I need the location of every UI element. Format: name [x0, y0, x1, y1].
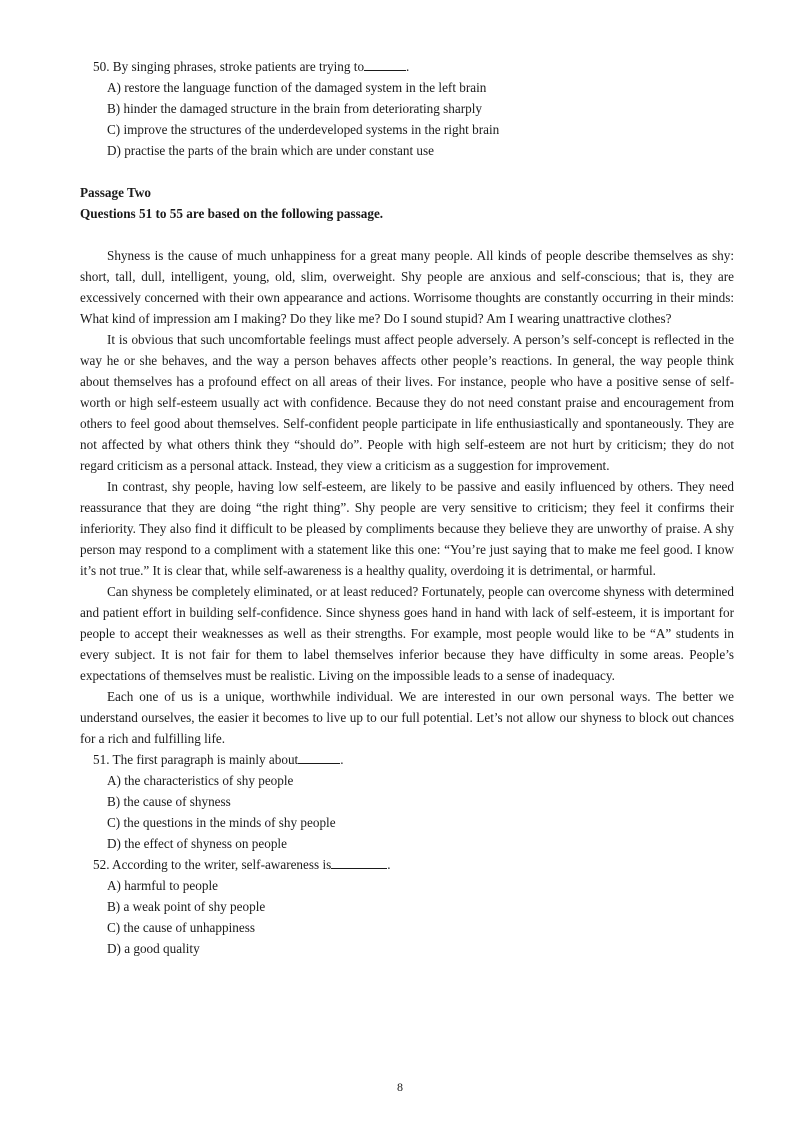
- option-d: D) practise the parts of the brain which are under constant use: [107, 143, 435, 158]
- paragraph-1: Shyness is the cause of much unhappiness for a great many people. All kinds of people describe themselves as shy: short, tall, dull, intelligent, young, old, slim, overweight. Shy people are anxious and self-conscious; that is, they are excessively concerned with their own appearance and actions. Worrisome thoughts are constantly occurring in their minds: What kind of impression am I making? Do they like me? Do I sound stupid? Am I wearing unattractive clothes?: [80, 248, 734, 326]
- passage-body: [80, 245, 734, 749]
- question-stem: 52. According to the writer, self-awareness is .: [93, 857, 391, 872]
- question-52: [80, 854, 734, 959]
- option-b: B) the cause of shyness: [107, 794, 231, 809]
- exam-page: [80, 56, 734, 959]
- page-number: 8: [397, 1080, 403, 1094]
- answer-blank: [298, 751, 340, 764]
- paragraph-2: It is obvious that such uncomfortable feelings must affect people adversely. A person’s self-concept is reflected in the way he or she behaves, and the way a person behaves affects other people’s reactions. In general, the way people think about themselves has a profound effect on all areas of their lives. For instance, people who have a positive sense of self-worth or high self-esteem usually act with confidence. Because they do not need constant praise and encouragement from others to feel good about themselves. Self-confident people participate in life enthusiastically and spontaneously. They are not affected by what others think they “should do”. People with high self-esteem are not hurt by criticism; they do not regard criticism as a personal attack. Instead, they view a criticism as a suggestion for improvement.: [80, 332, 734, 473]
- option-a: A) harmful to people: [107, 878, 218, 893]
- paragraph-3: In contrast, shy people, having low self-esteem, are likely to be passive and easily influenced by others. They need reassurance that they are doing “the right thing”. Shy people are very sensitive to criticism; they feel it confirms their inferiority. They also find it difficult to be pleased by compliments because they believe they are unworthy of praise. A shy person may respond to a compliment with a statement like this one: “You’re just saying that to make me feel good. I know it’s not true.” It is clear that, while self-awareness is a healthy quality, overdoing it is detrimental, or harmful.: [80, 479, 734, 578]
- option-d: D) the effect of shyness on people: [107, 836, 287, 851]
- option-b: B) a weak point of shy people: [107, 899, 266, 914]
- question-stem: 51. The first paragraph is mainly about .: [93, 752, 344, 767]
- question-50: [80, 56, 734, 161]
- paragraph-4: Can shyness be completely eliminated, or at least reduced? Fortunately, people can overcome shyness with determined and patient effort in building self-confidence. Since shyness goes hand in hand with lack of self-esteem, it is important for people to accept their weaknesses as well as their strengths. For example, most people would like to be “A” students in every subject. It is not fair for them to label themselves inferior because they have difficulty in some areas. People’s expectations of themselves must be realistic. Living on the impossible leads to a sense of inadequacy.: [80, 584, 734, 683]
- answer-blank: [331, 856, 387, 869]
- option-d: D) a good quality: [107, 941, 200, 956]
- option-c: C) the questions in the minds of shy people: [107, 815, 336, 830]
- answer-blank: [364, 58, 406, 71]
- option-a: A) the characteristics of shy people: [107, 773, 294, 788]
- passage-instruction: Questions 51 to 55 are based on the following passage.: [80, 206, 384, 221]
- paragraph-5: Each one of us is a unique, worthwhile individual. We are interested in our own personal ways. The better we understand ourselves, the easier it becomes to live up to our full potential. Let’s not allow our shyness to block out chances for a rich and fulfilling life.: [80, 689, 734, 746]
- option-a: A) restore the language function of the damaged system in the left brain: [107, 80, 487, 95]
- question-stem: 50. By singing phrases, stroke patients are trying to .: [93, 59, 410, 74]
- question-51: [80, 749, 734, 854]
- option-b: B) hinder the damaged structure in the brain from deteriorating sharply: [107, 101, 482, 116]
- option-c: C) improve the structures of the underdeveloped systems in the right brain: [107, 122, 500, 137]
- option-c: C) the cause of unhappiness: [107, 920, 255, 935]
- passage-title: Passage Two: [80, 185, 151, 200]
